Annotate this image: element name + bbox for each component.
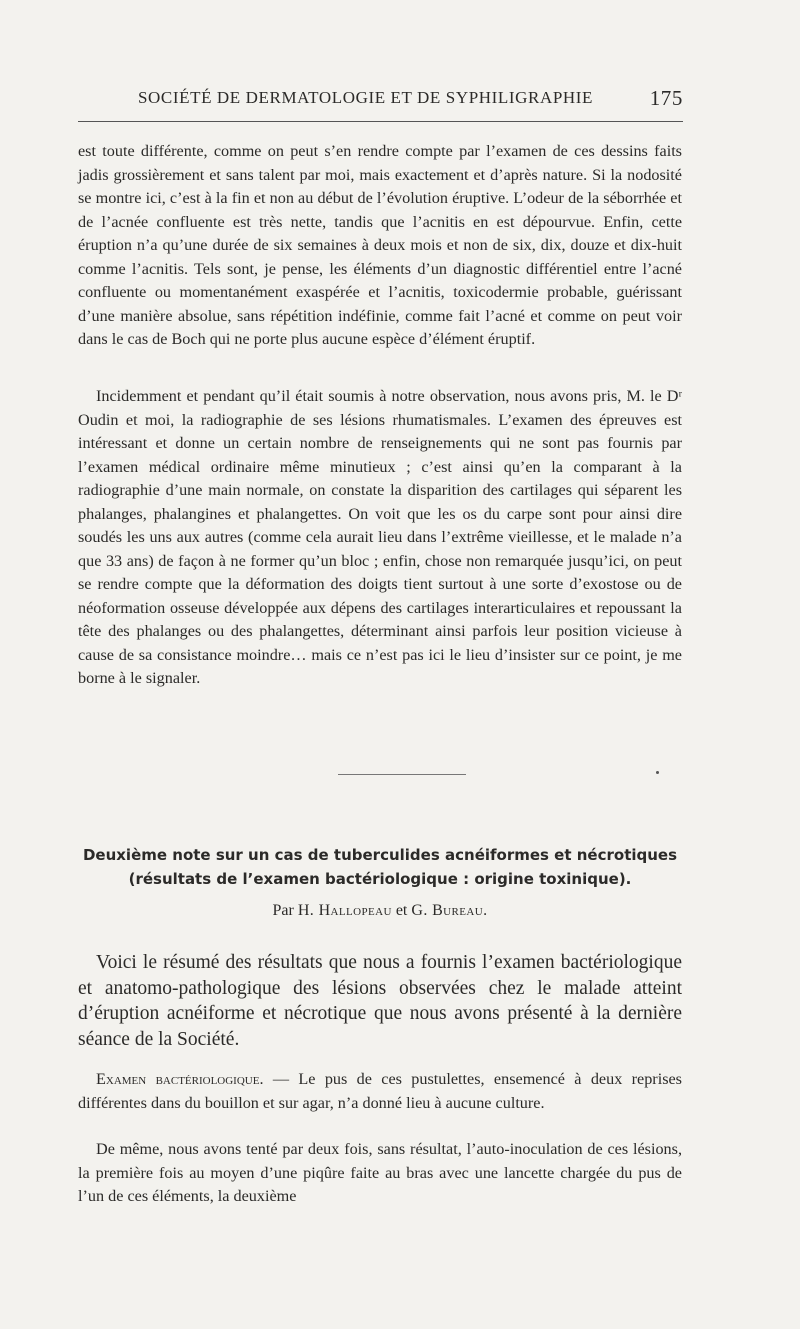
exam-text: — Le pus de ces pustulettes, ensemencé à deux reprises différentes dans du bouillon et sur agar, n’a donné lieu à aucune culture.: [78, 1070, 682, 1112]
paragraph-2-text: Incidemment et pendant qu’il était soumis à notre observation, nous avons pris, M. le Dʳ Oudin et moi, la radiographie de ses lésions rhumatismales. L’examen des épreuves est intéressant et donne un certain nombre de renseignements qui ne sont pas fournis par l’examen médical ordinaire même minutieux ; c’est ainsi qu’en la comparant à la radiographie d’une main normale, on constate la disparition des cartilages qui séparent les phalanges, phalangines et phalangettes. On voit que les os du carpe sont pour ainsi dire soudés les uns aux autres (comme cela aurait lieu dans l’extrême vieillesse, et le malade n’a que 33 ans) de façon à ne former qu’un bloc ; enfin, chose non remarquée jusqu’ici, on peut se rendre compte que la déformation des doigts tient surtout à une sorte d’exostose ou de néoformation osseuse développée aux dépens des cartilages interarticulaires et repoussant la tête des phalanges ou des phalangettes, déterminant ainsi parfois leur position vicieuse à cause de sa consistance moindre… mais ce n’est pas ici le lieu d’insister sur ce point, je me borne à le signaler.: [78, 387, 682, 687]
paragraph-3: [78, 1068, 682, 1115]
byline-prefix: Par: [272, 902, 294, 919]
lead-paragraph: Voici le résumé des résultats que nous a fournis l’examen bactériologique et anatomo-pathologique des lésions observées chez le malade atteint d’éruption acnéiforme et nécrotique que nous avons présenté à la dernière séance de la Société.: [78, 952, 682, 1050]
header-rule: [78, 121, 683, 122]
paragraph-1-text: est toute différente, comme on peut s’en rendre compte par l’examen de ces dessins faits jadis grossièrement et sans talent par moi, mais exactement et d’après nature. Si la nodosité se montre ici, c’est à la fin et non au début de l’évolution éruptive. L’odeur de la séborrhée et de l’acnée confluente est très nette, tandis que l’acnitis en est dépourvue. Enfin, cette éruption n’a qu’une durée de six semaines à deux mois et non de six, dix, douze et dix-huit comme l’acnitis. Tels sont, je pense, les éléments d’un diagnostic différentiel entre l’acné confluente ou momentanément exaspérée et l’acnitis, toxicodermie probable, guérissant d’une manière absolue, sans répétition indéfinie, comme fait l’acné et comme on peut voir dans le cas de Boch qui ne porte plus aucune espèce d’élément éruptif.: [78, 142, 682, 348]
author-1: H. Hallopeau: [297, 902, 392, 919]
running-head: [78, 86, 683, 112]
section-title-line-1: Deuxième note sur un cas de tuberculides acnéiformes et nécrotiques: [82, 846, 678, 864]
author-2: G. Bureau.: [411, 902, 488, 919]
section-title: [60, 843, 700, 891]
paragraph-4: [78, 1138, 682, 1209]
running-title: SOCIÉTÉ DE DERMATOLOGIE ET DE SYPHILIGRAPHIE: [138, 88, 594, 107]
paragraph-3-text: [78, 1068, 682, 1115]
section-title-line-2: (résultats de l’examen bactériologique : origine toxinique).: [128, 870, 632, 888]
exam-heading: Examen bactériologique.: [96, 1070, 264, 1088]
ink-speck: [656, 771, 659, 774]
paragraph-2: [78, 385, 682, 691]
byline: [78, 902, 682, 920]
paragraph-4-text: De même, nous avons tenté par deux fois, sans résultat, l’auto-inoculation de ces lésions, la première fois au moyen d’une piqûre faite au bras avec une lancette chargée du pus de l’un de ces éléments, la deuxième: [78, 1140, 682, 1205]
page-number: 175: [649, 86, 683, 110]
byline-joiner: et: [395, 902, 408, 919]
paragraph-1: [78, 140, 682, 352]
section-divider: [338, 774, 466, 775]
